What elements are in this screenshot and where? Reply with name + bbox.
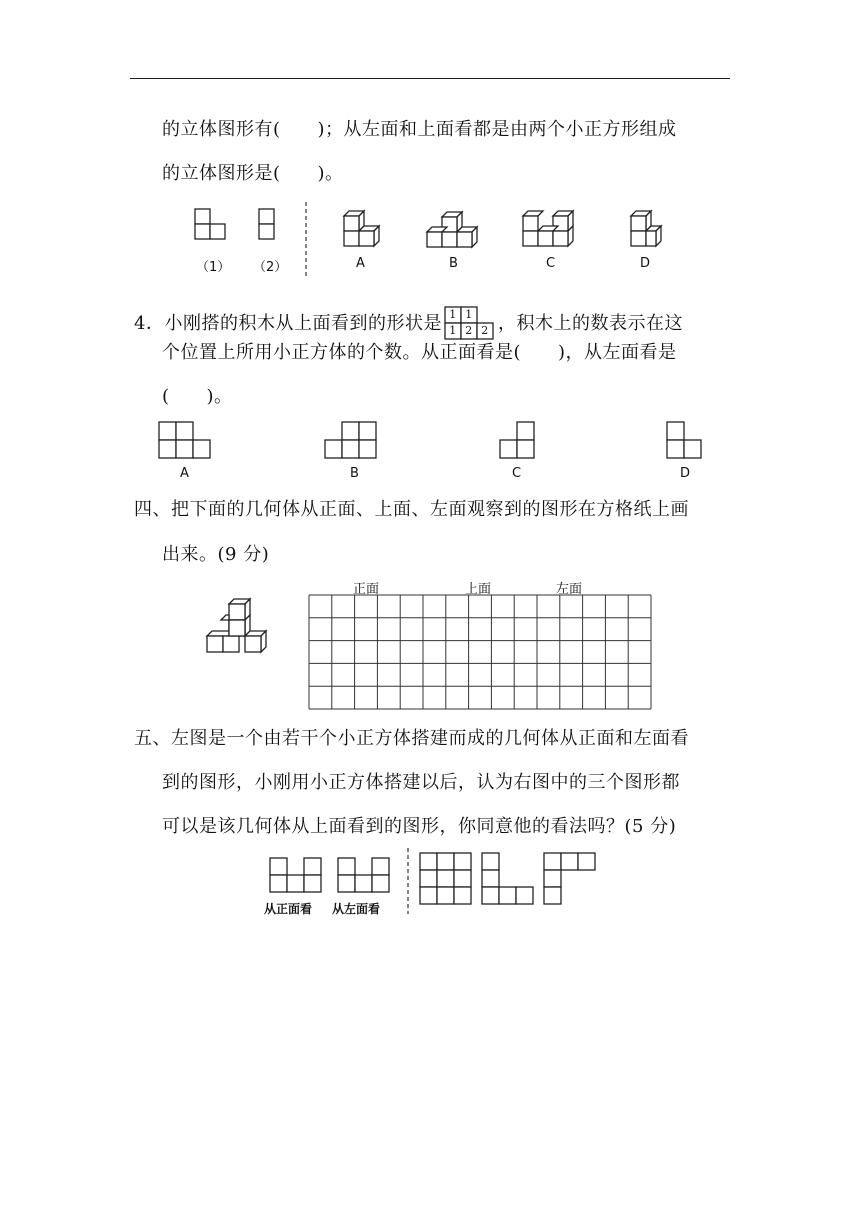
section5-front-view — [269, 857, 325, 897]
q3-view-2 — [258, 208, 278, 244]
q4-text-line1 — [134, 306, 683, 342]
section5-candidate-3 — [543, 852, 599, 908]
section5-left-view-label: 从左面看 — [332, 902, 381, 916]
q4-option-d-label: D — [680, 466, 691, 481]
section4-drawing-grid[interactable] — [309, 595, 652, 710]
q3-option-a-figure — [343, 208, 383, 248]
q3-option-c-label: C — [546, 256, 556, 271]
section5-text-line3: 可以是该几何体从上面看到的图形，你同意他的看法吗？(5 分) — [162, 816, 677, 837]
q4-grid-num: 2 — [465, 324, 473, 337]
q3-text-line2: 的立体图形是( )。 — [162, 163, 344, 184]
q3-separator — [304, 202, 308, 278]
q3-option-b-figure — [426, 210, 486, 250]
section5-candidate-1 — [419, 852, 475, 908]
grid-header-left: 左面 — [556, 582, 583, 597]
q3-view-2-label: （2） — [253, 260, 288, 275]
q4-option-a-label: A — [180, 466, 189, 481]
q4-option-b-label: B — [350, 466, 359, 481]
grid-header-front: 正面 — [353, 582, 380, 597]
q4-grid-num: 2 — [481, 324, 489, 337]
q3-option-d-label: D — [640, 256, 651, 271]
q3-option-d-figure — [630, 208, 670, 248]
section5-candidate-2 — [481, 852, 537, 908]
section5-separator — [406, 848, 410, 914]
grid-header-top: 上面 — [465, 582, 492, 597]
q3-option-b-label: B — [449, 256, 458, 271]
q4-text-line2: 个位置上所用小正方体的个数。从正面看是( )，从左面看是 — [162, 342, 677, 363]
q4-text-line3: ( )。 — [162, 386, 233, 407]
section4-text-line2: 出来。(9 分) — [162, 544, 270, 565]
q4-option-a-figure — [158, 421, 214, 461]
section4-solid-figure — [206, 596, 272, 660]
q4-option-c-figure — [499, 421, 539, 461]
q4-grid-num: 1 — [465, 308, 473, 321]
q3-view-1 — [194, 208, 234, 244]
section5-text-line1: 五、左图是一个由若干个小正方体搭建而成的几何体从正面和左面看 — [134, 728, 689, 749]
q3-view-1-label: （1） — [196, 260, 231, 275]
header-rule — [130, 78, 730, 79]
q4-option-c-label: C — [512, 466, 522, 481]
q4-option-b-figure — [324, 421, 380, 461]
section5-text-line2: 到的图形，小刚用小正方体搭建以后，认为右图中的三个图形都 — [162, 772, 680, 793]
q3-text-line1: 的立体图形有( )；从左面和上面看都是由两个小正方形组成 — [162, 119, 677, 140]
q4-text-b: ，积木上的数表示在这 — [497, 313, 683, 334]
q4-option-d-figure — [666, 421, 706, 461]
q4-grid-num: 1 — [449, 308, 457, 321]
section4-text-line1: 四、把下面的几何体从正面、上面、左面观察到的图形在方格纸上画 — [134, 499, 689, 520]
q3-option-c-figure — [522, 209, 582, 249]
q3-option-a-label: A — [356, 256, 365, 271]
q4-grid-num: 1 — [449, 324, 457, 337]
section5-front-view-label: 从正面看 — [264, 902, 313, 916]
q4-top-view-grid — [444, 306, 496, 342]
q4-text-a: 4．小刚搭的积木从上面看到的形状是 — [134, 313, 442, 334]
section5-left-view — [337, 857, 393, 897]
